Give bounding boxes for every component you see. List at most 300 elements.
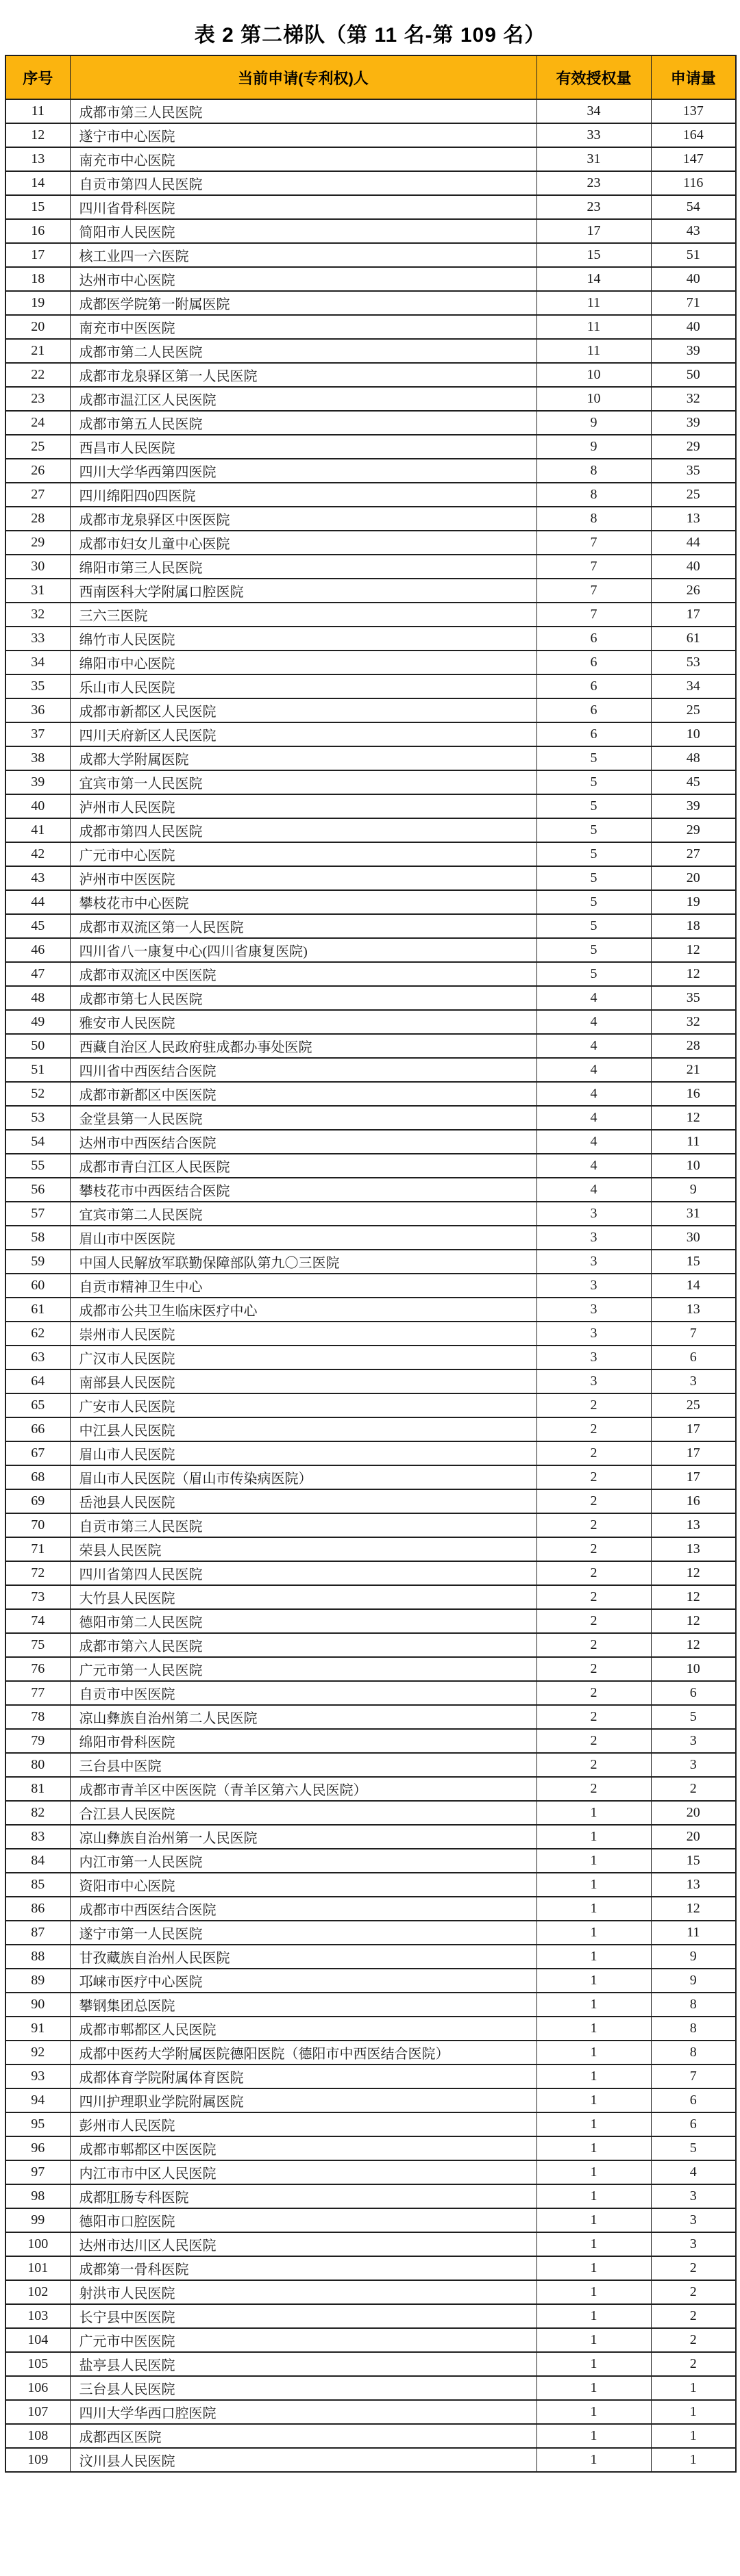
application-count-cell: 116	[651, 171, 736, 195]
rank-cell: 27	[5, 483, 70, 507]
applicant-cell: 凉山彝族自治州第二人民医院	[70, 1705, 536, 1729]
applicant-cell: 德阳市口腔医院	[70, 2208, 536, 2232]
rank-cell: 79	[5, 1729, 70, 1753]
rank-cell: 64	[5, 1369, 70, 1393]
granted-count-cell: 4	[536, 986, 651, 1010]
applicant-cell: 宜宾市第二人民医院	[70, 1202, 536, 1226]
rank-cell: 81	[5, 1777, 70, 1801]
application-count-cell: 19	[651, 890, 736, 914]
granted-count-cell: 2	[536, 1489, 651, 1513]
application-count-cell: 12	[651, 962, 736, 986]
granted-count-cell: 10	[536, 363, 651, 387]
application-count-cell: 17	[651, 1417, 736, 1441]
granted-count-cell: 2	[536, 1777, 651, 1801]
table-row	[5, 267, 736, 291]
table-row	[5, 1777, 736, 1801]
table-row	[5, 1561, 736, 1585]
application-count-cell: 9	[651, 1969, 736, 1993]
rank-cell: 65	[5, 1393, 70, 1417]
table-row	[5, 579, 736, 603]
granted-count-cell: 1	[536, 2424, 651, 2448]
application-count-cell: 16	[651, 1082, 736, 1106]
applicant-cell: 成都市温江区人民医院	[70, 387, 536, 411]
applicant-cell: 四川省第四人民医院	[70, 1561, 536, 1585]
applicant-cell: 成都市双流区中医医院	[70, 962, 536, 986]
table-row	[5, 1873, 736, 1897]
application-count-cell: 31	[651, 1202, 736, 1226]
rank-cell: 84	[5, 1849, 70, 1873]
rank-cell: 92	[5, 2041, 70, 2064]
table-row	[5, 1753, 736, 1777]
table-row	[5, 1034, 736, 1058]
table-row	[5, 2041, 736, 2064]
application-count-cell: 12	[651, 1106, 736, 1130]
granted-count-cell: 17	[536, 219, 651, 243]
rank-cell: 101	[5, 2256, 70, 2280]
table-row	[5, 1897, 736, 1921]
table-row	[5, 722, 736, 746]
application-count-cell: 1	[651, 2448, 736, 2472]
application-count-cell: 2	[651, 2352, 736, 2376]
table-row	[5, 387, 736, 411]
application-count-cell: 54	[651, 195, 736, 219]
applicant-cell: 中江县人民医院	[70, 1417, 536, 1441]
table-row	[5, 1202, 736, 1226]
rank-cell: 54	[5, 1130, 70, 1154]
table-row	[5, 2232, 736, 2256]
granted-count-cell: 1	[536, 2041, 651, 2064]
granted-count-cell: 3	[536, 1369, 651, 1393]
table-row	[5, 674, 736, 698]
rank-cell: 42	[5, 842, 70, 866]
table-row	[5, 2256, 736, 2280]
table-row	[5, 1322, 736, 1346]
table-row	[5, 1729, 736, 1753]
applicant-cell: 盐亭县人民医院	[70, 2352, 536, 2376]
granted-count-cell: 1	[536, 1873, 651, 1897]
table-row	[5, 1369, 736, 1393]
rank-cell: 104	[5, 2328, 70, 2352]
table-row	[5, 2208, 736, 2232]
applicant-cell: 南充市中心医院	[70, 147, 536, 171]
application-count-cell: 15	[651, 1849, 736, 1873]
application-count-cell: 35	[651, 986, 736, 1010]
table-row	[5, 2328, 736, 2352]
granted-count-cell: 8	[536, 507, 651, 531]
granted-count-cell: 3	[536, 1202, 651, 1226]
rank-cell: 37	[5, 722, 70, 746]
applicant-cell: 南充市中医医院	[70, 315, 536, 339]
application-count-cell: 7	[651, 2064, 736, 2088]
application-count-cell: 15	[651, 1250, 736, 1274]
applicant-cell: 成都中医药大学附属医院德阳医院（德阳市中西医结合医院）	[70, 2041, 536, 2064]
application-count-cell: 8	[651, 2041, 736, 2064]
table-row	[5, 914, 736, 938]
application-count-cell: 30	[651, 1226, 736, 1250]
applicant-cell: 成都市郫都区人民医院	[70, 2017, 536, 2041]
rank-cell: 95	[5, 2112, 70, 2136]
table-row	[5, 2112, 736, 2136]
granted-count-cell: 4	[536, 1106, 651, 1130]
application-count-cell: 4	[651, 2160, 736, 2184]
rank-cell: 55	[5, 1154, 70, 1178]
rank-cell: 18	[5, 267, 70, 291]
applicant-cell: 三台县人民医院	[70, 2376, 536, 2400]
applicant-cell: 成都市第三人民医院	[70, 99, 536, 123]
granted-count-cell: 3	[536, 1274, 651, 1298]
applicant-cell: 广元市第一人民医院	[70, 1657, 536, 1681]
table-row	[5, 890, 736, 914]
table-row	[5, 1705, 736, 1729]
rank-cell: 83	[5, 1825, 70, 1849]
table-row	[5, 1489, 736, 1513]
rank-cell: 62	[5, 1322, 70, 1346]
granted-count-cell: 8	[536, 483, 651, 507]
granted-count-cell: 2	[536, 1561, 651, 1585]
application-count-cell: 12	[651, 938, 736, 962]
granted-count-cell: 1	[536, 2112, 651, 2136]
granted-count-cell: 15	[536, 243, 651, 267]
table-row	[5, 938, 736, 962]
granted-count-cell: 6	[536, 651, 651, 674]
granted-count-cell: 2	[536, 1657, 651, 1681]
applicant-cell: 西南医科大学附属口腔医院	[70, 579, 536, 603]
rank-cell: 21	[5, 339, 70, 363]
table-row	[5, 555, 736, 579]
applicant-cell: 荣县人民医院	[70, 1537, 536, 1561]
applicant-cell: 成都市双流区第一人民医院	[70, 914, 536, 938]
granted-count-cell: 2	[536, 1537, 651, 1561]
rank-cell: 66	[5, 1417, 70, 1441]
applicant-cell: 自贡市中医医院	[70, 1681, 536, 1705]
applicant-cell: 眉山市人民医院	[70, 1441, 536, 1465]
applicant-cell: 成都市新都区人民医院	[70, 698, 536, 722]
applicant-cell: 内江市市中区人民医院	[70, 2160, 536, 2184]
applicant-cell: 成都市龙泉驿区第一人民医院	[70, 363, 536, 387]
granted-count-cell: 5	[536, 866, 651, 890]
applicant-cell: 四川护理职业学院附属医院	[70, 2088, 536, 2112]
rank-cell: 13	[5, 147, 70, 171]
application-count-cell: 5	[651, 2136, 736, 2160]
rank-cell: 44	[5, 890, 70, 914]
table-row	[5, 1178, 736, 1202]
granted-count-cell: 11	[536, 291, 651, 315]
rank-cell: 108	[5, 2424, 70, 2448]
granted-count-cell: 9	[536, 435, 651, 459]
rank-cell: 25	[5, 435, 70, 459]
table-row	[5, 1130, 736, 1154]
rank-cell: 32	[5, 603, 70, 627]
table-row	[5, 1010, 736, 1034]
applicant-cell: 遂宁市中心医院	[70, 123, 536, 147]
rank-cell: 72	[5, 1561, 70, 1585]
application-count-cell: 13	[651, 1298, 736, 1322]
table-row	[5, 1298, 736, 1322]
applicant-cell: 西藏自治区人民政府驻成都办事处医院	[70, 1034, 536, 1058]
granted-count-cell: 23	[536, 195, 651, 219]
applicant-cell: 成都市青羊区中医医院（青羊区第六人民医院）	[70, 1777, 536, 1801]
applicant-cell: 简阳市人民医院	[70, 219, 536, 243]
table-row	[5, 171, 736, 195]
applicant-cell: 成都体育学院附属体育医院	[70, 2064, 536, 2088]
application-count-cell: 25	[651, 483, 736, 507]
applicant-cell: 达州市中西医结合医院	[70, 1130, 536, 1154]
applicant-cell: 邛崃市医疗中心医院	[70, 1969, 536, 1993]
granted-count-cell: 4	[536, 1034, 651, 1058]
applicant-cell: 成都西区医院	[70, 2424, 536, 2448]
rank-cell: 89	[5, 1969, 70, 1993]
applicant-cell: 甘孜藏族自治州人民医院	[70, 1945, 536, 1969]
granted-count-cell: 1	[536, 1897, 651, 1921]
applicant-cell: 达州市中心医院	[70, 267, 536, 291]
applicant-cell: 资阳市中心医院	[70, 1873, 536, 1897]
rank-cell: 41	[5, 818, 70, 842]
rank-cell: 77	[5, 1681, 70, 1705]
rank-cell: 80	[5, 1753, 70, 1777]
applicant-cell: 中国人民解放军联勤保障部队第九〇三医院	[70, 1250, 536, 1274]
table-row	[5, 2017, 736, 2041]
rank-cell: 50	[5, 1034, 70, 1058]
rank-cell: 57	[5, 1202, 70, 1226]
application-count-cell: 5	[651, 1705, 736, 1729]
applicant-cell: 攀枝花市中西医结合医院	[70, 1178, 536, 1202]
application-count-cell: 25	[651, 698, 736, 722]
granted-count-cell: 1	[536, 2017, 651, 2041]
table-row	[5, 2304, 736, 2328]
application-count-cell: 13	[651, 1537, 736, 1561]
granted-count-cell: 1	[536, 2064, 651, 2088]
table-row	[5, 1274, 736, 1298]
table-row	[5, 2136, 736, 2160]
application-count-cell: 11	[651, 1921, 736, 1945]
granted-count-cell: 1	[536, 1825, 651, 1849]
applicant-cell: 成都市新都区中医医院	[70, 1082, 536, 1106]
applicant-cell: 达州市达川区人民医院	[70, 2232, 536, 2256]
granted-count-cell: 2	[536, 1513, 651, 1537]
application-count-cell: 20	[651, 1825, 736, 1849]
applicant-cell: 四川省骨科医院	[70, 195, 536, 219]
rank-cell: 34	[5, 651, 70, 674]
table-row	[5, 1082, 736, 1106]
rank-cell: 40	[5, 794, 70, 818]
applicant-cell: 彭州市人民医院	[70, 2112, 536, 2136]
rank-cell: 87	[5, 1921, 70, 1945]
rank-cell: 76	[5, 1657, 70, 1681]
application-count-cell: 10	[651, 722, 736, 746]
applicant-cell: 四川大学华西第四医院	[70, 459, 536, 483]
application-count-cell: 32	[651, 1010, 736, 1034]
rank-cell: 33	[5, 627, 70, 651]
granted-count-cell: 6	[536, 627, 651, 651]
applicant-cell: 遂宁市第一人民医院	[70, 1921, 536, 1945]
granted-count-cell: 4	[536, 1058, 651, 1082]
granted-count-cell: 2	[536, 1753, 651, 1777]
rank-cell: 43	[5, 866, 70, 890]
applicant-cell: 泸州市人民医院	[70, 794, 536, 818]
rank-cell: 107	[5, 2400, 70, 2424]
table-row	[5, 99, 736, 123]
table-row	[5, 1513, 736, 1537]
rank-cell: 38	[5, 746, 70, 770]
applicant-cell: 绵阳市中心医院	[70, 651, 536, 674]
col-header-applications: 申请量	[651, 55, 736, 99]
applicant-cell: 眉山市人民医院（眉山市传染病医院）	[70, 1465, 536, 1489]
granted-count-cell: 1	[536, 2136, 651, 2160]
application-count-cell: 51	[651, 243, 736, 267]
application-count-cell: 10	[651, 1657, 736, 1681]
rank-cell: 68	[5, 1465, 70, 1489]
rank-cell: 28	[5, 507, 70, 531]
rank-cell: 105	[5, 2352, 70, 2376]
applicant-cell: 成都大学附属医院	[70, 746, 536, 770]
granted-count-cell: 7	[536, 603, 651, 627]
applicant-cell: 四川天府新区人民医院	[70, 722, 536, 746]
application-count-cell: 2	[651, 2328, 736, 2352]
application-count-cell: 9	[651, 1178, 736, 1202]
table-row	[5, 435, 736, 459]
application-count-cell: 10	[651, 1154, 736, 1178]
rank-cell: 82	[5, 1801, 70, 1825]
applicant-cell: 成都市中西医结合医院	[70, 1897, 536, 1921]
rank-cell: 49	[5, 1010, 70, 1034]
granted-count-cell: 2	[536, 1441, 651, 1465]
application-count-cell: 40	[651, 315, 736, 339]
granted-count-cell: 4	[536, 1178, 651, 1202]
rank-cell: 17	[5, 243, 70, 267]
table-row	[5, 1849, 736, 1873]
rank-cell: 88	[5, 1945, 70, 1969]
application-count-cell: 20	[651, 1801, 736, 1825]
granted-count-cell: 1	[536, 1849, 651, 1873]
table-row	[5, 818, 736, 842]
rank-cell: 26	[5, 459, 70, 483]
granted-count-cell: 1	[536, 2256, 651, 2280]
rank-cell: 35	[5, 674, 70, 698]
table-row	[5, 1250, 736, 1274]
table-row	[5, 1657, 736, 1681]
granted-count-cell: 3	[536, 1298, 651, 1322]
rank-cell: 48	[5, 986, 70, 1010]
applicant-cell: 广元市中医医院	[70, 2328, 536, 2352]
application-count-cell: 6	[651, 2088, 736, 2112]
applicant-cell: 德阳市第二人民医院	[70, 1609, 536, 1633]
application-count-cell: 2	[651, 1777, 736, 1801]
applicant-cell: 攀钢集团总医院	[70, 1993, 536, 2017]
applicant-cell: 长宁县中医医院	[70, 2304, 536, 2328]
granted-count-cell: 2	[536, 1417, 651, 1441]
table-row	[5, 1346, 736, 1369]
table-row	[5, 219, 736, 243]
applicant-cell: 成都市第二人民医院	[70, 339, 536, 363]
granted-count-cell: 7	[536, 555, 651, 579]
applicant-cell: 崇州市人民医院	[70, 1322, 536, 1346]
applicant-cell: 成都市第七人民医院	[70, 986, 536, 1010]
application-count-cell: 16	[651, 1489, 736, 1513]
application-count-cell: 12	[651, 1561, 736, 1585]
application-count-cell: 3	[651, 2184, 736, 2208]
applicant-cell: 攀枝花市中心医院	[70, 890, 536, 914]
application-count-cell: 164	[651, 123, 736, 147]
applicant-cell: 三六三医院	[70, 603, 536, 627]
applicant-cell: 凉山彝族自治州第一人民医院	[70, 1825, 536, 1849]
table-row	[5, 1465, 736, 1489]
application-count-cell: 2	[651, 2280, 736, 2304]
application-count-cell: 44	[651, 531, 736, 555]
granted-count-cell: 2	[536, 1633, 651, 1657]
table-row	[5, 962, 736, 986]
granted-count-cell: 1	[536, 2088, 651, 2112]
table-row	[5, 1106, 736, 1130]
table-row	[5, 483, 736, 507]
col-header-rank: 序号	[5, 55, 70, 99]
application-count-cell: 3	[651, 2232, 736, 2256]
applicant-cell: 自贡市第三人民医院	[70, 1513, 536, 1537]
table-row	[5, 2400, 736, 2424]
application-count-cell: 137	[651, 99, 736, 123]
table-row	[5, 1226, 736, 1250]
applicant-cell: 成都市妇女儿童中心医院	[70, 531, 536, 555]
applicant-cell: 雅安市人民医院	[70, 1010, 536, 1034]
table-row	[5, 1537, 736, 1561]
applicant-cell: 成都市郫都区中医医院	[70, 2136, 536, 2160]
granted-count-cell: 1	[536, 1945, 651, 1969]
granted-count-cell: 1	[536, 2304, 651, 2328]
granted-count-cell: 1	[536, 2376, 651, 2400]
application-count-cell: 43	[651, 219, 736, 243]
table-row	[5, 1609, 736, 1633]
table-row	[5, 195, 736, 219]
granted-count-cell: 4	[536, 1082, 651, 1106]
applicant-cell: 成都医学院第一附属医院	[70, 291, 536, 315]
rank-cell: 47	[5, 962, 70, 986]
table-row	[5, 770, 736, 794]
table-row	[5, 2184, 736, 2208]
col-header-granted: 有效授权量	[536, 55, 651, 99]
granted-count-cell: 5	[536, 746, 651, 770]
rank-cell: 20	[5, 315, 70, 339]
table-row	[5, 507, 736, 531]
rank-cell: 56	[5, 1178, 70, 1202]
application-count-cell: 12	[651, 1897, 736, 1921]
application-count-cell: 39	[651, 411, 736, 435]
rank-cell: 67	[5, 1441, 70, 1465]
table-row	[5, 842, 736, 866]
application-count-cell: 27	[651, 842, 736, 866]
table-row	[5, 1058, 736, 1082]
table-row	[5, 1993, 736, 2017]
table-row	[5, 794, 736, 818]
granted-count-cell: 9	[536, 411, 651, 435]
granted-count-cell: 4	[536, 1130, 651, 1154]
granted-count-cell: 5	[536, 794, 651, 818]
rank-cell: 59	[5, 1250, 70, 1274]
granted-count-cell: 1	[536, 2352, 651, 2376]
application-count-cell: 13	[651, 507, 736, 531]
table-row	[5, 698, 736, 722]
application-count-cell: 6	[651, 1681, 736, 1705]
application-count-cell: 9	[651, 1945, 736, 1969]
rank-cell: 91	[5, 2017, 70, 2041]
applicant-cell: 自贡市第四人民医院	[70, 171, 536, 195]
table-row	[5, 1441, 736, 1465]
table-row	[5, 2352, 736, 2376]
granted-count-cell: 2	[536, 1609, 651, 1633]
rank-cell: 30	[5, 555, 70, 579]
granted-count-cell: 1	[536, 1921, 651, 1945]
application-count-cell: 12	[651, 1633, 736, 1657]
rank-cell: 73	[5, 1585, 70, 1609]
table-row	[5, 746, 736, 770]
